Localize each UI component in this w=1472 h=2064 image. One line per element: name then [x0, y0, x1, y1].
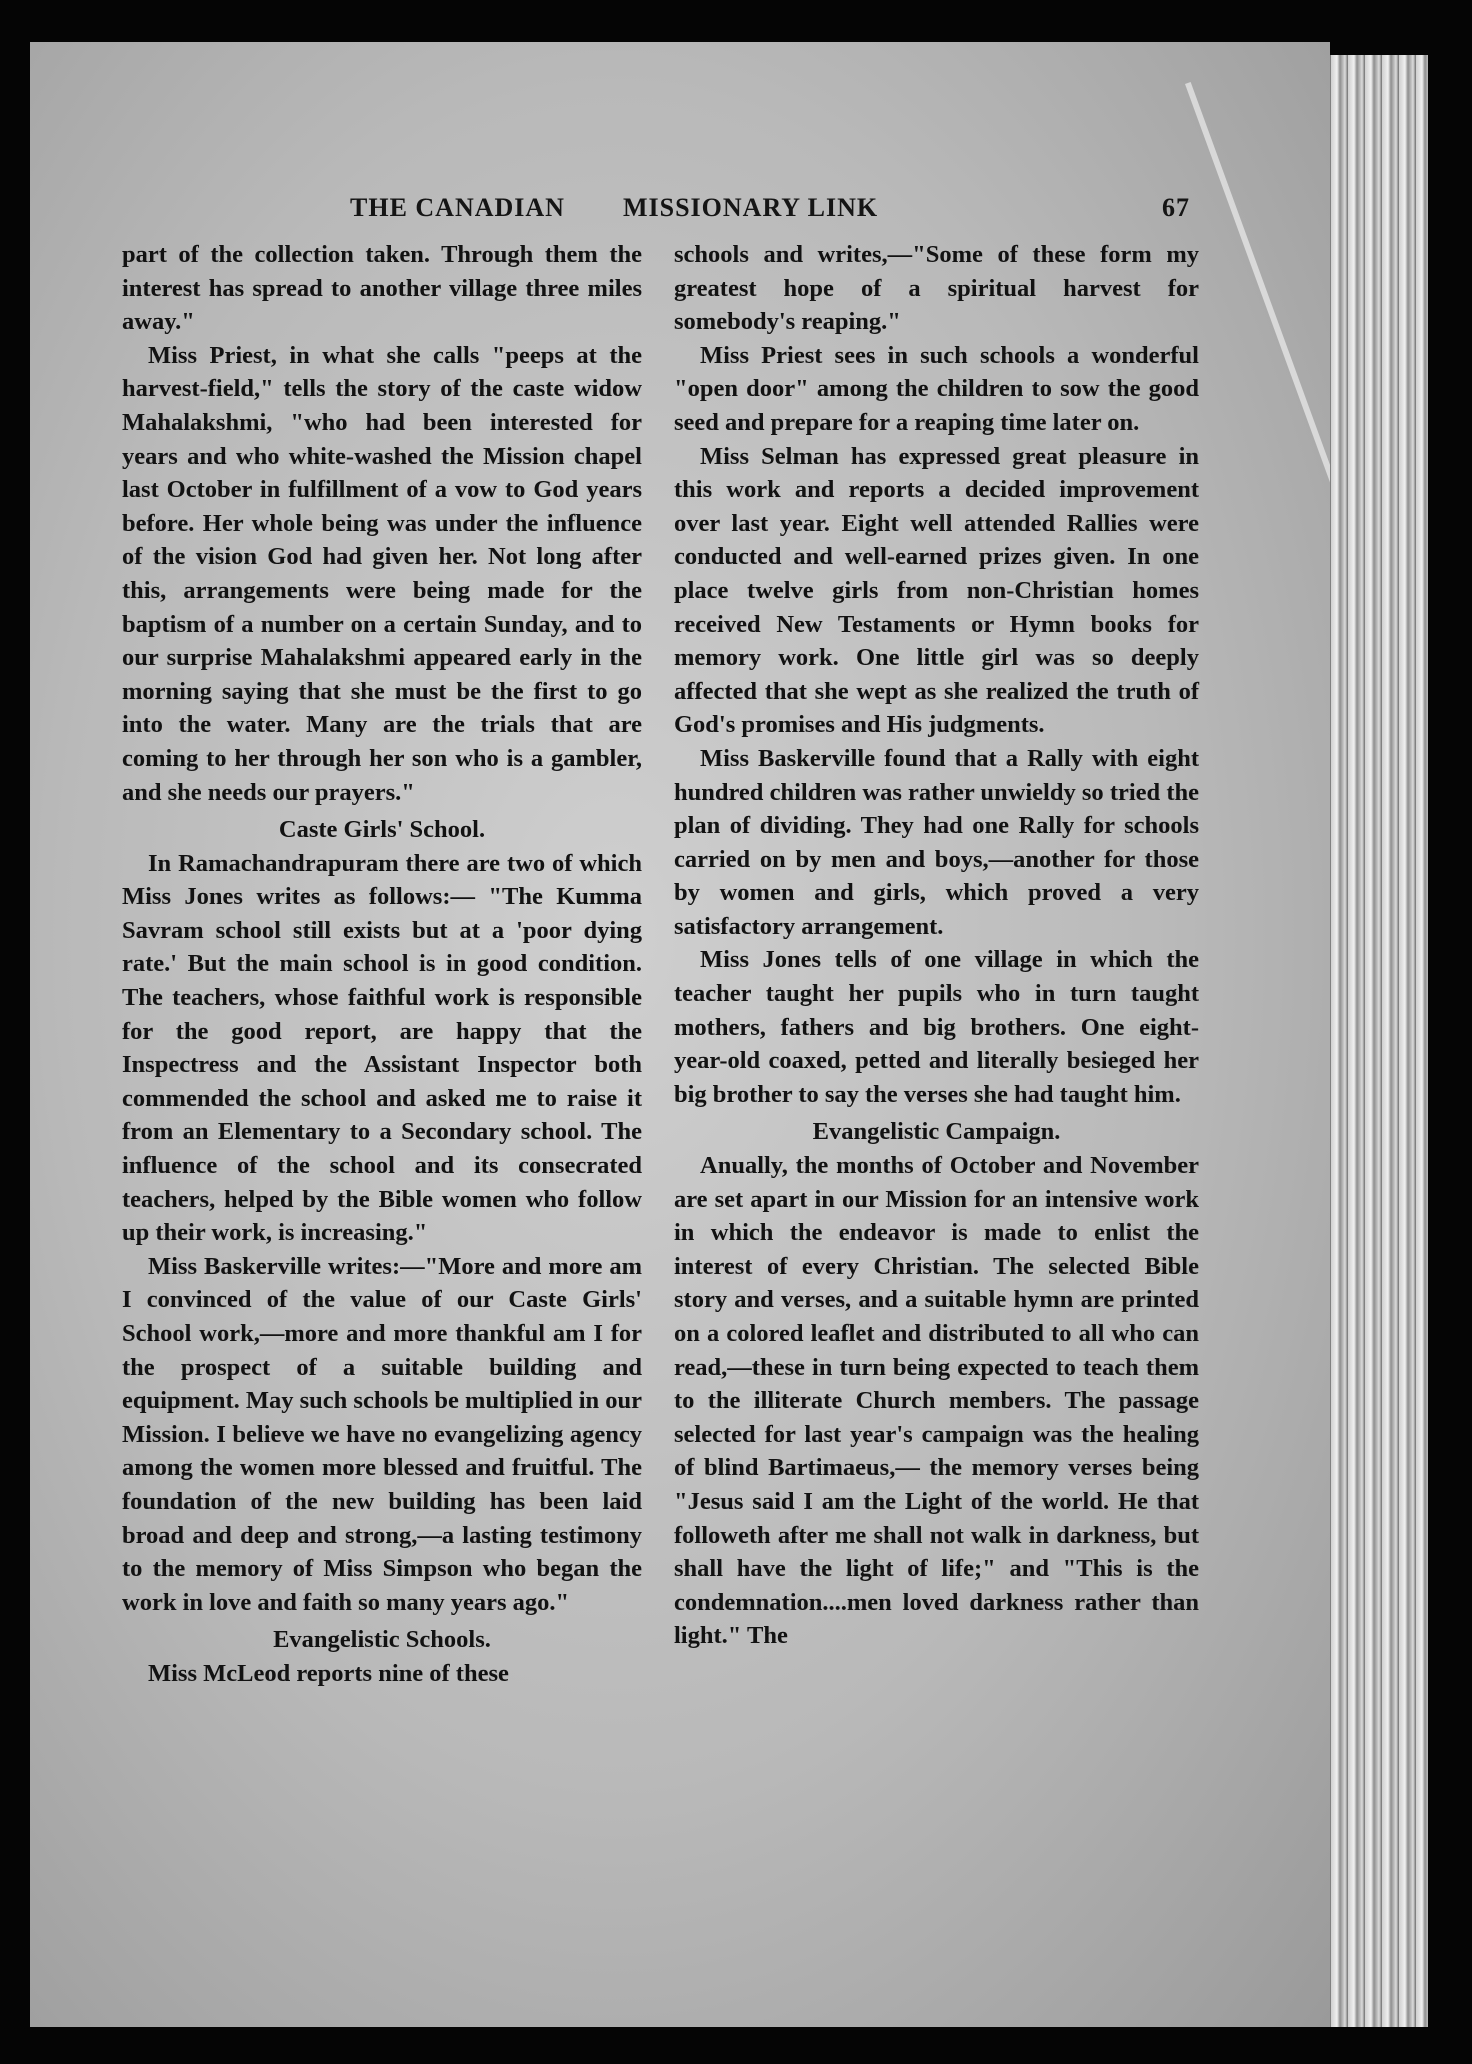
section-heading: Caste Girls' School. — [278, 816, 486, 844]
paragraph: Miss Priest sees in such schools a wonderful "open door" among the children to sow the good seed and prepare for a reaping time later on. — [674, 341, 1199, 436]
section-heading: Evangelistic Campaign. — [812, 1118, 1061, 1146]
paragraph: Miss McLeod reports nine of these — [148, 1659, 509, 1687]
left-column — [122, 238, 642, 1691]
journal-title-part2: MISSIONARY LINK — [622, 193, 879, 222]
running-header — [125, 193, 1190, 229]
paragraph: Miss Selman has expressed great pleasure in this work and reports a decided improvement over last year. Eight well attended Rallies were conducted and well-earned prizes given. In one place twelve girls from non-Christian homes received New Testaments or Hymn books for memory work. One little girl was so deeply affected that she wept as she realized the truth of God's promises and His judgments. — [674, 442, 1199, 739]
paragraph: Miss Jones tells of one village in which the teacher taught her pupils who in turn taught mothers, fathers and big brothers. One eight-year-old coaxed, petted and literally besieged her big brother to say the verses she had taught him. — [674, 946, 1199, 1108]
paragraph: schools and writes,—"Some of these form my greatest hope of a spiritual harvest for somebody's reaping." — [674, 241, 1199, 336]
paragraph: Miss Baskerville writes:—"More and more am I convinced of the value of our Caste Girls' School work,—more and more thankful am I for the prospect of a suitable building and equipment. May such schools be multiplied in our Mission. I believe we have no evangelizing agency among the women more blessed and fruitful. The foundation of the new building has been laid broad and deep and strong,—a lasting testimony to the memory of Miss Simpson who began the work in love and faith so many years ago." — [122, 1252, 643, 1616]
paragraph: Miss Priest, in what she calls "peeps at the harvest-field," tells the story of the caste widow Mahalakshmi, "who had been interested for years and who white-washed the Mission chapel last October in fulfillment of a vow to God years before. Her whole being was under the influence of the vision God had given her. Not long after this, arrangements were being made for the baptism of a number on a certain Sunday, and to our surprise Mahalakshmi appeared early in the morning saying that she must be the first to go into the water. Many are the trials that are coming to her through her son who is a gambler, and she needs our prayers." — [122, 341, 642, 806]
journal-title-part1: THE CANADIAN — [350, 193, 565, 222]
page-number: 67 — [1162, 193, 1190, 222]
paragraph: part of the collection taken. Through them the interest has spread to another village three miles away." — [122, 241, 642, 336]
section-heading: Evangelistic Schools. — [273, 1626, 491, 1654]
right-column — [674, 238, 1199, 1653]
page-crease — [1185, 82, 1330, 798]
journal-title — [350, 193, 878, 223]
book-page — [30, 42, 1330, 2027]
paragraph: Anually, the months of October and November are set apart in our Mission for an intensive work in which the endeavor is made to enlist the interest of every Christian. The selected Bible story and verses, and a suitable hymn are printed on a colored leaflet and distributed to all who can read,—these in turn being expected to teach them to the illiterate Church members. The passage selected for last year's campaign was the healing of blind Bartimaeus,— the memory verses being "Jesus said I am the Light of the world. He that followeth after me shall not walk in darkness, but shall have the light of life;" and "This is the condemnation....men loved darkness rather than light." The — [674, 1152, 1199, 1650]
paragraph: In Ramachandrapuram there are two of which Miss Jones writes as follows:— "The Kumma Savram school still exists but at a 'poor dying rate.' But the main school is in good condition. The teachers, whose faithful work is responsible for the good report, are happy that the Inspectress and the Assistant Inspector both commended the school and asked me to raise it from an Elementary to a Secondary school. The influence of the school and its consecrated teachers, helped by the Bible women who follow up their work, is increasing." — [122, 849, 642, 1247]
paragraph: Miss Baskerville found that a Rally with eight hundred children was rather unwieldy so tried the plan of dividing. They had one Rally for schools carried on by men and boys,—another for those by women and girls, which proved a very satisfactory arrangement. — [674, 744, 1199, 940]
